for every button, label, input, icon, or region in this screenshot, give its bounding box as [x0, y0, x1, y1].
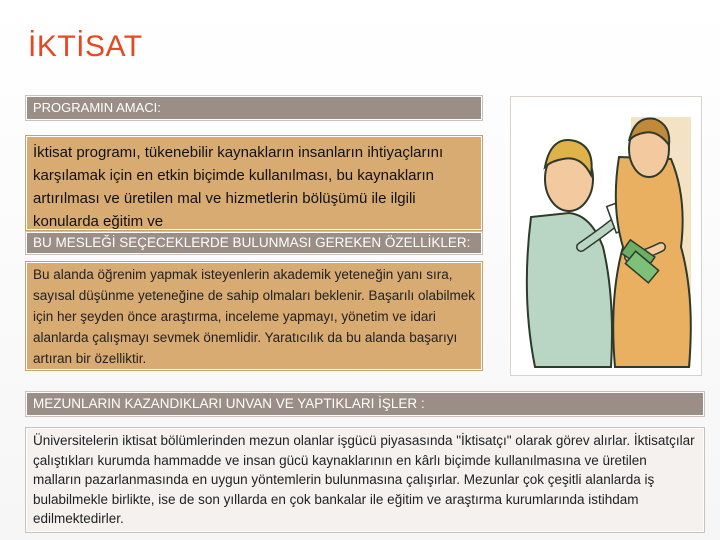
required-qualities-text: Bu alanda öğrenim yapmak isteyenlerin akademik yeteneğin yanı sıra, sayısal düşünme yeteneğine de sahip olmaları beklenir. Başarılı olabilmek için her şeyden önce araştırma, inceleme yapmayı, yönetim ve idari alanlarda çalışmayı sevmek önemlidir. Yaratıcılık da bu alanda başarıyı artıran bir özelliktir. [26, 262, 482, 370]
graduates-title-text: Üniversitelerin iktisat bölümlerinden mezun olanlar işgücü piyasasında "İktisatçı" olarak görev alırlar. İktisatçılar çalıştıkları kurumda hammadde ve insan gücü kaynaklarının en kârlı biçimde kullanılmasına ve üretilen malların pazarlanmasında en uygun yöntemlerin bulunmasına çalışırlar. Mezunlar çok çeşitli alanlarda iş bulabilmekle birlikte, ise de son yıllarda en çok bankalar ile eğitim ve araştırma kurumlarında istihdam edilmektedirler. [26, 428, 704, 532]
required-qualities-heading-text: BU MESLEĞİ SEÇECEKLERDE BULUNMASI GEREKEN ÖZELLİKLER: [33, 235, 471, 250]
money-exchange-icon [511, 97, 701, 375]
program-aim-text: İktisat programı, tükenebilir kaynakların insanların ihtiyaçlarını karşılamak için en etkin biçimde kullanılması, bu kaynakların artırılması ve üretilen mal ve hizmetlerin bölüşümü ile ilgili konularda eğitim ve [26, 136, 482, 230]
program-aim-heading: PROGRAMIN AMACI: [26, 96, 482, 120]
illustration-image [510, 96, 702, 376]
required-qualities-heading [26, 232, 482, 254]
graduates-title-heading: MEZUNLARIN KAZANDIKLARI UNVAN VE YAPTIKLARI İŞLER : [26, 392, 704, 416]
slide-title: İKTİSAT [28, 30, 143, 63]
